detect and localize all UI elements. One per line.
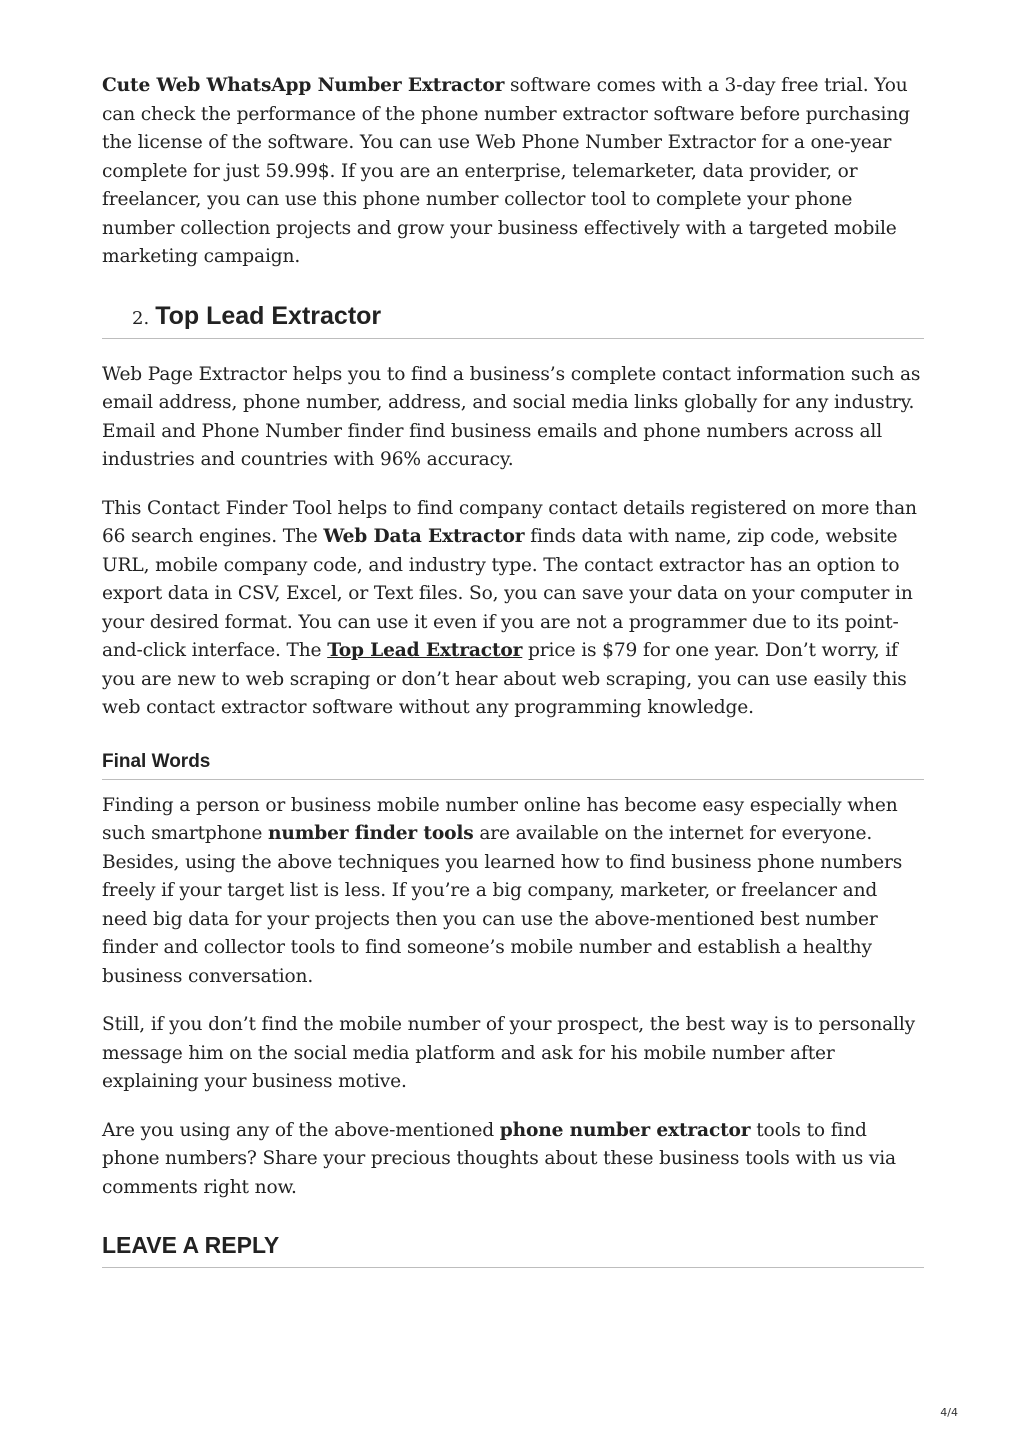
final-p3-text-b: tools to find phone numbers? Share your precious thoughts about these business tools with us via comments right now. <box>102 1119 896 1198</box>
section-number: 2. <box>132 307 150 329</box>
section2-paragraph-2 <box>102 495 924 723</box>
phone-number-extractor-bold: phone number extractor <box>499 1119 751 1141</box>
page-number: 4/4 <box>940 1406 958 1419</box>
intro-paragraph <box>102 72 924 272</box>
intro-text: software comes with a 3-day free trial. You can check the performance of the phone number extractor software before purchasing the license of the software. You can use Web Phone Number Extractor for a one-year complete for just 59.99$. If you are an enterprise, telemarketer, data provider, or freelancer, you can use this phone number collector tool to complete your phone number collection projects and grow your business effectively with a targeted mobile marketing campaign. <box>102 75 910 267</box>
article-content <box>102 72 924 1268</box>
final-p1-text-b: are available on the internet for everyone. Besides, using the above techniques you learned how to find business phone numbers freely if your target list is less. If you’re a big company, marketer, or freelancer and need big data for your projects then you can use the above-mentioned best number finder and collector tools to find someone’s mobile number and establish a healthy business conversation. <box>102 823 903 987</box>
top-lead-extractor-link[interactable]: Top Lead Extractor <box>327 640 523 661</box>
section2-p2-text-b: finds data with name, zip code, website URL, mobile company code, and industry type. The contact extractor has an option to export data in CSV, Excel, or Text files. So, you can save your data on your computer in your desired format. You can use it even if you are not a programmer due to its point-and-click interface. The <box>102 526 913 661</box>
section2-p2-text-a: This Contact Finder Tool helps to find company contact details registered on more than 66 search engines. The <box>102 497 917 547</box>
final-words-paragraph-1 <box>102 792 924 992</box>
section2-p2-text-c: price is $79 for one year. Don’t worry, if you are new to web scraping or don’t hear about web scraping, you can use easily this web contact extractor software without any programming knowledge. <box>102 640 907 718</box>
number-finder-tools-bold: number finder tools <box>268 823 474 844</box>
section-title: Top Lead Extractor <box>155 301 382 330</box>
final-words-heading: Final Words <box>102 751 924 780</box>
section2-paragraph-1: Web Page Extractor helps you to find a business’s complete contact information such as email address, phone number, address, and social media links globally for any industry. Email and Phone Number finder find business emails and phone numbers across all industries and countries with 96% accuracy. <box>102 363 921 470</box>
final-p3-text-a: Are you using any of the above-mentioned <box>102 1119 500 1141</box>
intro-bold-lead: Cute Web WhatsApp Number Extractor <box>102 75 505 96</box>
section-heading-top-lead-extractor <box>102 302 924 339</box>
final-words-paragraph-2: Still, if you don’t find the mobile number of your prospect, the best way is to personally message him on the social media platform and ask for his mobile number after explaining your business motive. <box>102 1014 916 1092</box>
web-data-extractor-bold: Web Data Extractor <box>323 526 525 547</box>
leave-reply-heading: LEAVE A REPLY <box>102 1232 924 1268</box>
final-words-paragraph-3 <box>102 1117 924 1203</box>
final-p1-text-a: Finding a person or business mobile number online has become easy especially when such smartphone <box>102 794 898 844</box>
